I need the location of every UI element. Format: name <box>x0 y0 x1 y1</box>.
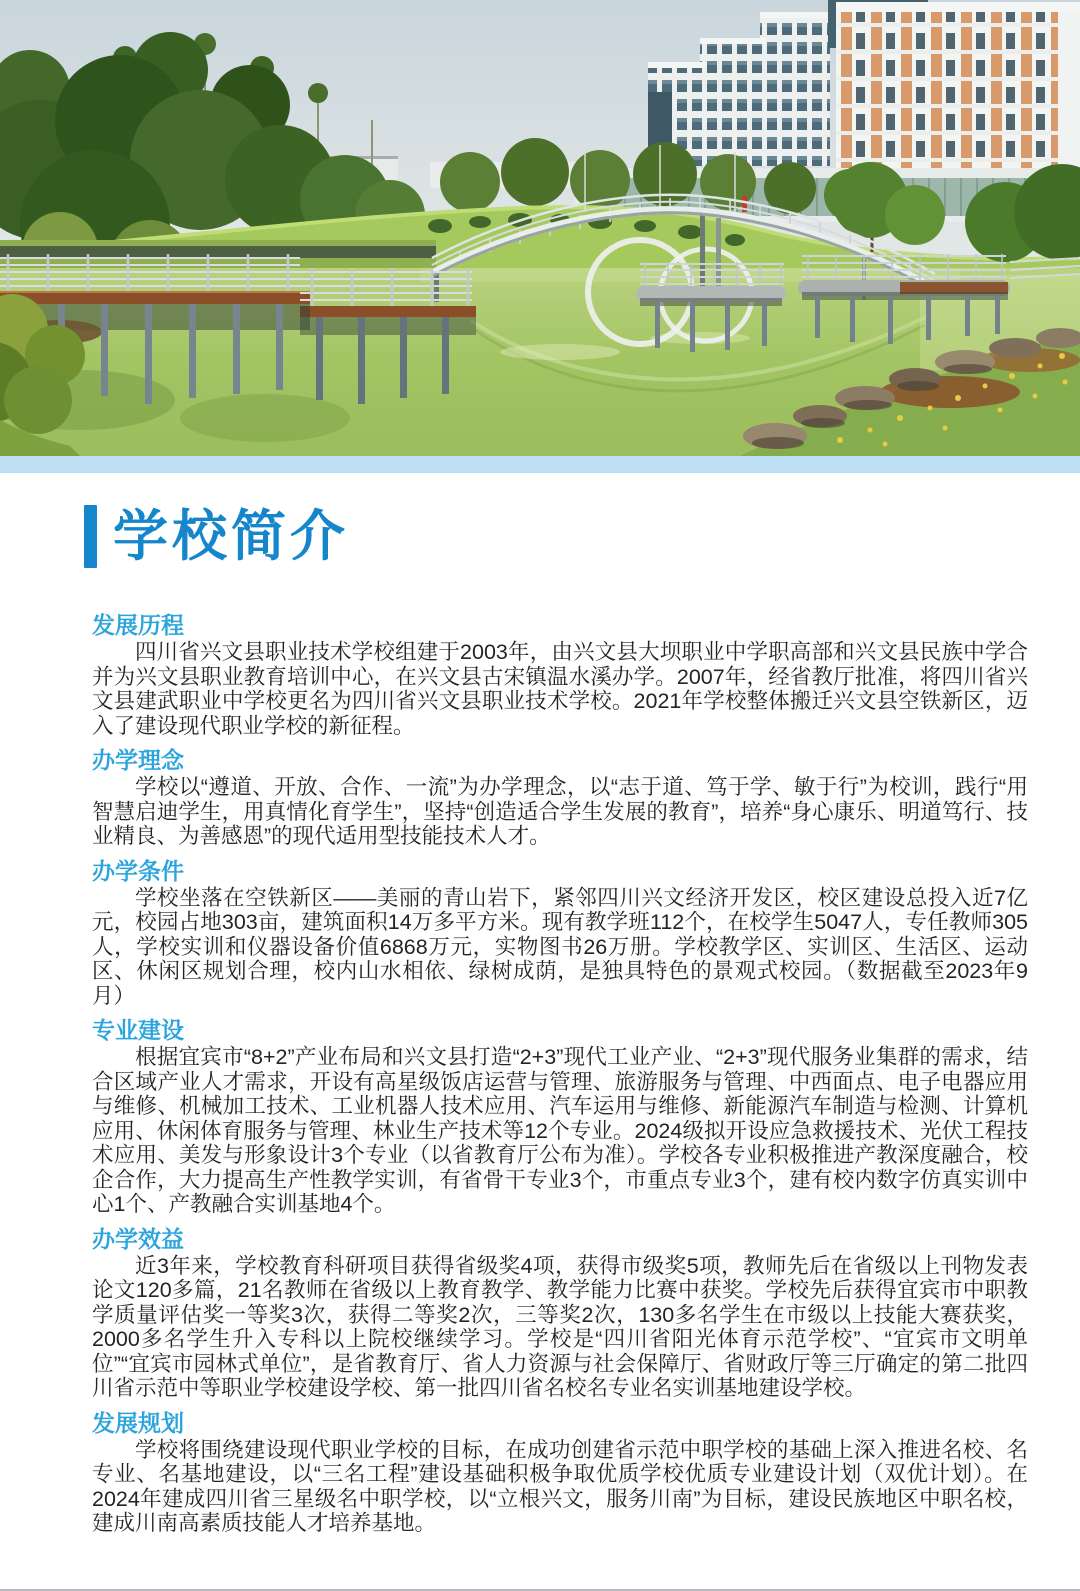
section-body: 四川省兴文县职业技术学校组建于2003年，由兴文县大坝职业中学职高部和兴文县民族中学合并为兴文县职业教育培训中心，在兴文县古宋镇温水溪办学。2007年，经省教厅批准，将四川省兴文县建武职业中学校更名为四川省兴文县职业技术学校。2021年学校整体搬迁兴文县空铁新区，迈入了建设现代职业学校的新征程。 <box>92 640 1028 738</box>
section-philosophy <box>92 747 1028 849</box>
section-body: 学校以“遵道、开放、合作、一流”为办学理念，以“志于道、笃于学、敏于行”为校训，践行“用智慧启迪学生，用真情化育学生”，坚持“创造适合学生发展的教育”，培养“身心康乐、明道笃行、技业精良、为善感恩”的现代适用型技能技术人才。 <box>92 775 1028 848</box>
content-card <box>0 473 1080 1591</box>
section-body: 近3年来，学校教育科研项目获得省级奖4项，获得市级奖5项，教师先后在省级以上刊物发表论文120多篇，21名教师在省级以上教育教学、教学能力比赛中获奖。学校先后获得宜宾市中职教学质量评估奖一等奖3次，获得二等奖2次，三等奖2次，130多名学生在市级以上技能大赛获奖，2000多名学生升入专科以上院校继续学习。学校是“四川省阳光体育示范学校”、“宜宾市文明单位”“宜宾市园林式单位”，是省教育厅、省人力资源与社会保障厅、省财政厅等三厅确定的第二批四川省示范中等职业学校建设学校、第一批四川省名校名专业名实训基地建设学校。 <box>92 1253 1028 1400</box>
section-development-history <box>92 612 1028 738</box>
section-planning <box>92 1410 1028 1536</box>
page-title-block <box>84 505 1080 568</box>
section-body: 学校坐落在空铁新区——美丽的青山岩下，紧邻四川兴文经济开发区，校区建设总投入近7亿元，校园占地303亩，建筑面积14万多平方米。现有教学班112个，在校学生5047人，专任教师305人，学校实训和仪器设备价值6868万元，实物图书26万册。学校教学区、实训区、生活区、运动区、休闲区规划合理，校内山水相依、绿树成荫，是独具特色的景观式校园。（数据截至2023年9月） <box>92 885 1028 1008</box>
page-title: 学校简介 <box>113 505 350 567</box>
section-body: 根据宜宾市“8+2”产业布局和兴文县打造“2+3”现代工业产业、“2+3”现代服务业集群的需求，结合区域产业人才需求，开设有高星级饭店运营与管理、旅游服务与管理、中西面点、电子电器应用与维修、机械加工技术、工业机器人技术应用、汽车运用与维修、新能源汽车制造与检测、计算机应用、休闲体育服务与管理、林业生产技术等12个专业。2024级拟开设应急救援技术、光伏工程技术应用、美发与形象设计3个专业（以省教育厅公布为准）。学校各专业积极推进产教深度融合，校企合作，大力提高生产性教学实训，有省骨干专业3个，市重点专业3个，建有校内数字仿真实训中心1个、产教融合实训基地4个。 <box>92 1045 1028 1216</box>
photo-left-bank <box>0 240 436 272</box>
section-achievements <box>92 1226 1028 1401</box>
section-heading: 办学理念 <box>92 747 184 773</box>
campus-photo-art <box>0 0 1080 456</box>
section-majors <box>92 1017 1028 1217</box>
section-heading: 办学条件 <box>92 857 184 884</box>
sections-container <box>92 612 1028 1536</box>
section-heading: 发展历程 <box>92 612 184 638</box>
section-heading: 发展规划 <box>92 1409 184 1436</box>
section-heading: 办学效益 <box>92 1225 184 1252</box>
section-heading: 专业建设 <box>92 1017 184 1043</box>
section-conditions <box>92 858 1028 1009</box>
campus-photo <box>0 0 1080 456</box>
title-accent-bar <box>84 505 97 568</box>
section-body: 学校将围绕建设现代职业学校的目标，在成功创建省示范中职学校的基础上深入推进名校、名专业、名基地建设，以“三名工程”建设基础积极争取优质学校优质专业建设计划（双优计划）。在2024年建成四川省三星级名中职学校，以“立根兴文，服务川南”为目标，建设民族地区中职名校，建成川南高素质技能人才培养基地。 <box>92 1437 1028 1535</box>
